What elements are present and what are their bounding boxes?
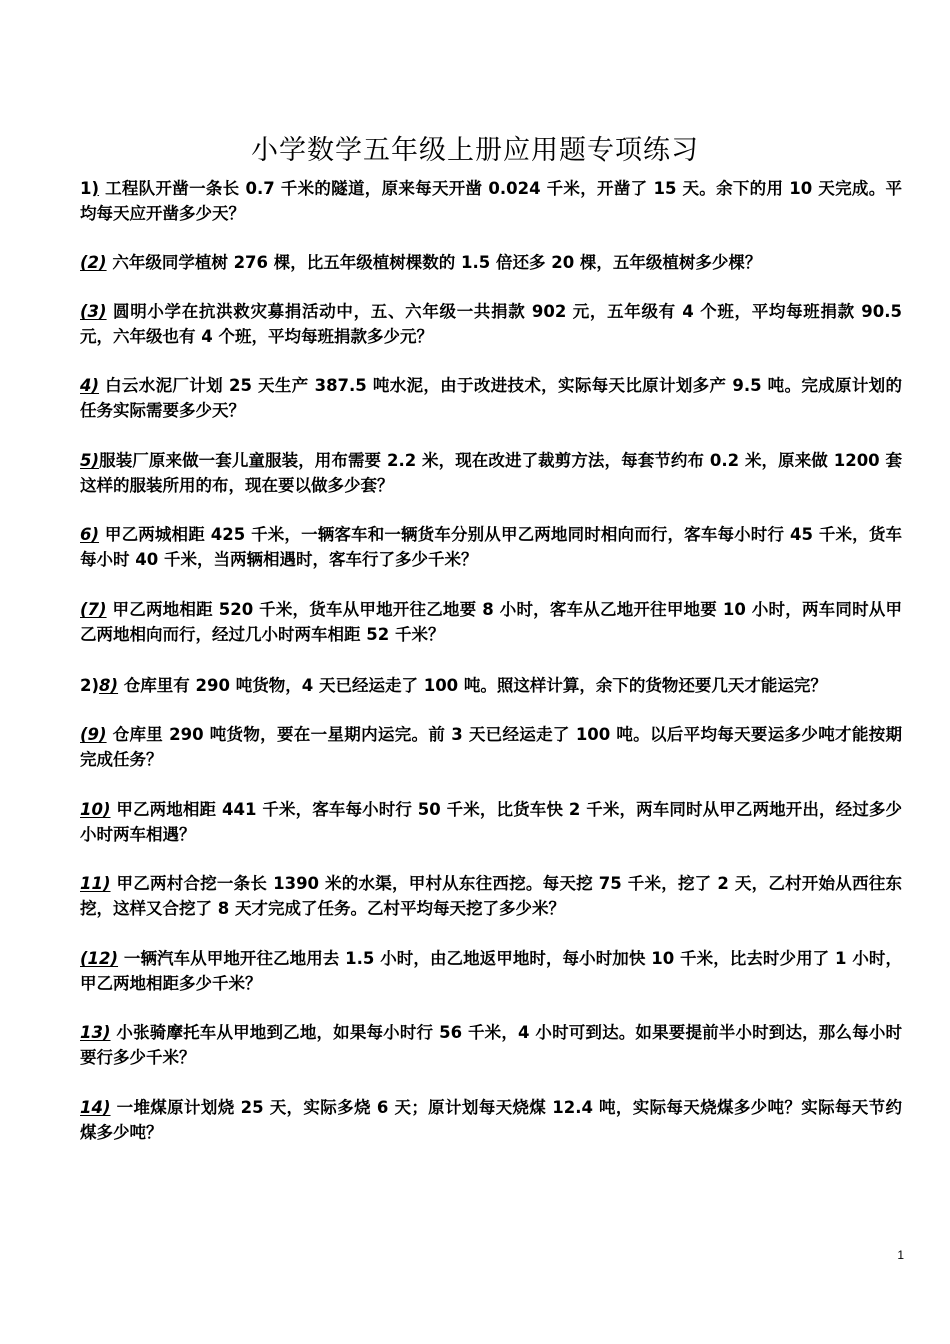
problem-text: 圆明小学在抗洪救灾募捐活动中，五、六年级一共捐款 902 元，五年级有 4 个班，平均每班捐款 90.5 元，六年级也有 4 个班，平均每班捐款多少元？ [80, 302, 902, 346]
problem-text: 一辆汽车从甲地开往乙地用去 1.5 小时，由乙地返甲地时，每小时加快 10 千米，比去时少用了 1 小时，甲乙两地相距多少千米？ [80, 949, 902, 993]
problem-text: 白云水泥厂计划 25 天生产 387.5 吨水泥，由于改进技术，实际每天比原计划多产 9.5 吨。完成原计划的任务实际需要多少天？ [80, 376, 902, 420]
problem-text: 服装厂原来做一套儿童服装，用布需要 2.2 米，现在改进了裁剪方法，每套节约布 0.2 米，原来做 1200 套这样的服装所用的布，现在要以做多少套？ [80, 451, 902, 495]
problem-text: 一堆煤原计划烧 25 天，实际多烧 6 天；原计划每天烧煤 12.4 吨，实际每天烧煤多少吨？实际每天节约煤多少吨？ [80, 1098, 902, 1142]
problem-number: (2) [80, 253, 107, 272]
problem-text: 甲乙两地相距 520 千米，货车从甲地开往乙地要 8 小时，客车从乙地开往甲地要 10 小时，两车同时从甲乙两地相向而行，经过几小时两车相距 52 千米？ [80, 600, 902, 644]
problem-5 [80, 448, 902, 498]
problem-9 [80, 722, 902, 772]
problem-13 [80, 1020, 902, 1070]
problem-number: (9) [80, 725, 107, 744]
problem-text: 六年级同学植树 276 棵，比五年级植树棵数的 1.5 倍还多 20 棵，五年级植树多少棵？ [106, 253, 762, 272]
problem-number: (12) [80, 949, 119, 968]
problem-text: 工程队开凿一条长 0.7 千米的隧道，原来每天开凿 0.024 千米，开凿了 15 天。余下的用 10 天完成。平均每天应开凿多少天？ [80, 179, 902, 223]
problem-11 [80, 871, 902, 921]
problem-14 [80, 1095, 902, 1145]
problem-2 [80, 250, 902, 275]
page-number: 1 [897, 1248, 904, 1262]
problem-text: 仓库里 290 吨货物，要在一星期内运完。前 3 天已经运走了 100 吨。以后平均每天要运多少吨才能按期完成任务？ [80, 725, 902, 769]
problem-text: 甲乙两地相距 441 千米，客车每小时行 50 千米，比货车快 2 千米，两车同时从甲乙两地开出，经过多少小时两车相遇？ [80, 800, 902, 844]
problem-7 [80, 597, 902, 647]
problem-number: (3) [80, 302, 107, 321]
problem-4 [80, 373, 902, 423]
problem-text: 甲乙两村合挖一条长 1390 米的水渠，甲村从东往西挖。每天挖 75 千米，挖了 2 天，乙村开始从西往东挖，这样又合挖了 8 天才完成了任务。乙村平均每天挖了多少米？ [80, 874, 902, 918]
problem-number: 8) [99, 676, 119, 695]
problem-number: 13) [80, 1023, 111, 1042]
problem-number: 14) [80, 1098, 111, 1117]
problem-number: (7) [80, 600, 107, 619]
problem-1 [80, 176, 902, 226]
problem-6 [80, 522, 902, 572]
problem-8 [80, 673, 902, 698]
problem-3 [80, 299, 902, 349]
problem-12 [80, 946, 902, 996]
problem-text: 甲乙两城相距 425 千米，一辆客车和一辆货车分别从甲乙两地同时相向而行，客车每小时行 45 千米，货车每小时 40 千米，当两辆相遇时，客车行了多少千米？ [80, 525, 902, 569]
problem-number: 5) [80, 451, 100, 470]
problem-number: 4) [80, 376, 100, 395]
problem-number: 6) [80, 525, 100, 544]
problem-10 [80, 797, 902, 847]
problem-number: 1) [80, 179, 100, 198]
problem-text: 小张骑摩托车从甲地到乙地，如果每小时行 56 千米，4 小时可到达。如果要提前半小时到达，那么每小时要行多少千米？ [80, 1023, 902, 1067]
problem-text: 仓库里有 290 吨货物，4 天已经运走了 100 吨。照这样计算，余下的货物还要几天才能运完？ [118, 676, 827, 695]
document-title: 小学数学五年级上册应用题专项练习 [251, 135, 699, 166]
problem-number: 10) [80, 800, 111, 819]
problem-number: 11) [80, 874, 111, 893]
problem-prefix: 2) [80, 676, 100, 695]
